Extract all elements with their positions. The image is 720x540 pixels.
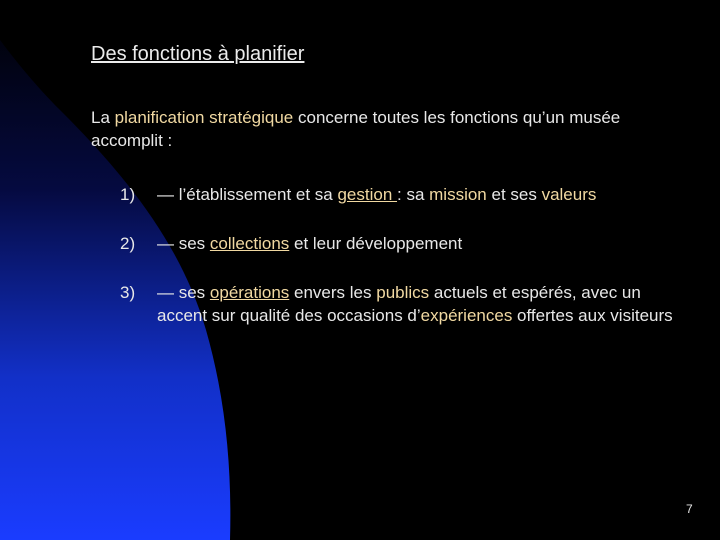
item-text: et ses	[486, 185, 542, 204]
keyword-gestion: gestion	[337, 185, 398, 204]
item-text: envers les	[289, 283, 377, 302]
keyword-operations: opérations	[209, 283, 290, 302]
item-text: — ses	[157, 283, 210, 302]
list-item-text	[157, 232, 682, 255]
list-item-number: 3)	[120, 283, 136, 302]
list-item-text	[157, 183, 682, 206]
item-text: offertes aux visiteurs	[512, 306, 673, 325]
list-item-number: 1)	[120, 185, 136, 204]
item-text: : sa	[397, 185, 430, 204]
keyword-experiences: expériences	[420, 306, 513, 325]
intro-text-end: concerne toutes les fonctions qu’un musée accomplit :	[91, 108, 621, 150]
item-text: — l’établissement et sa	[157, 185, 338, 204]
item-text: — ses	[157, 234, 210, 253]
keyword-mission: mission	[429, 185, 487, 204]
list-item-text	[157, 281, 682, 327]
intro-highlight: planification stratégique	[114, 108, 294, 127]
page-number: 7	[686, 502, 693, 516]
item-text: et leur développement	[289, 234, 463, 253]
intro-paragraph	[91, 106, 681, 152]
slide-title: Des fonctions à planifier	[91, 43, 305, 65]
keyword-publics: publics	[376, 283, 430, 302]
keyword-valeurs: valeurs	[541, 185, 597, 204]
intro-text-start: La	[91, 108, 115, 127]
list-item-number: 2)	[120, 234, 136, 253]
item-text: actuels et espérés, avec un accent sur qualité des occasions d’	[157, 283, 641, 325]
keyword-collections: collections	[209, 234, 290, 253]
